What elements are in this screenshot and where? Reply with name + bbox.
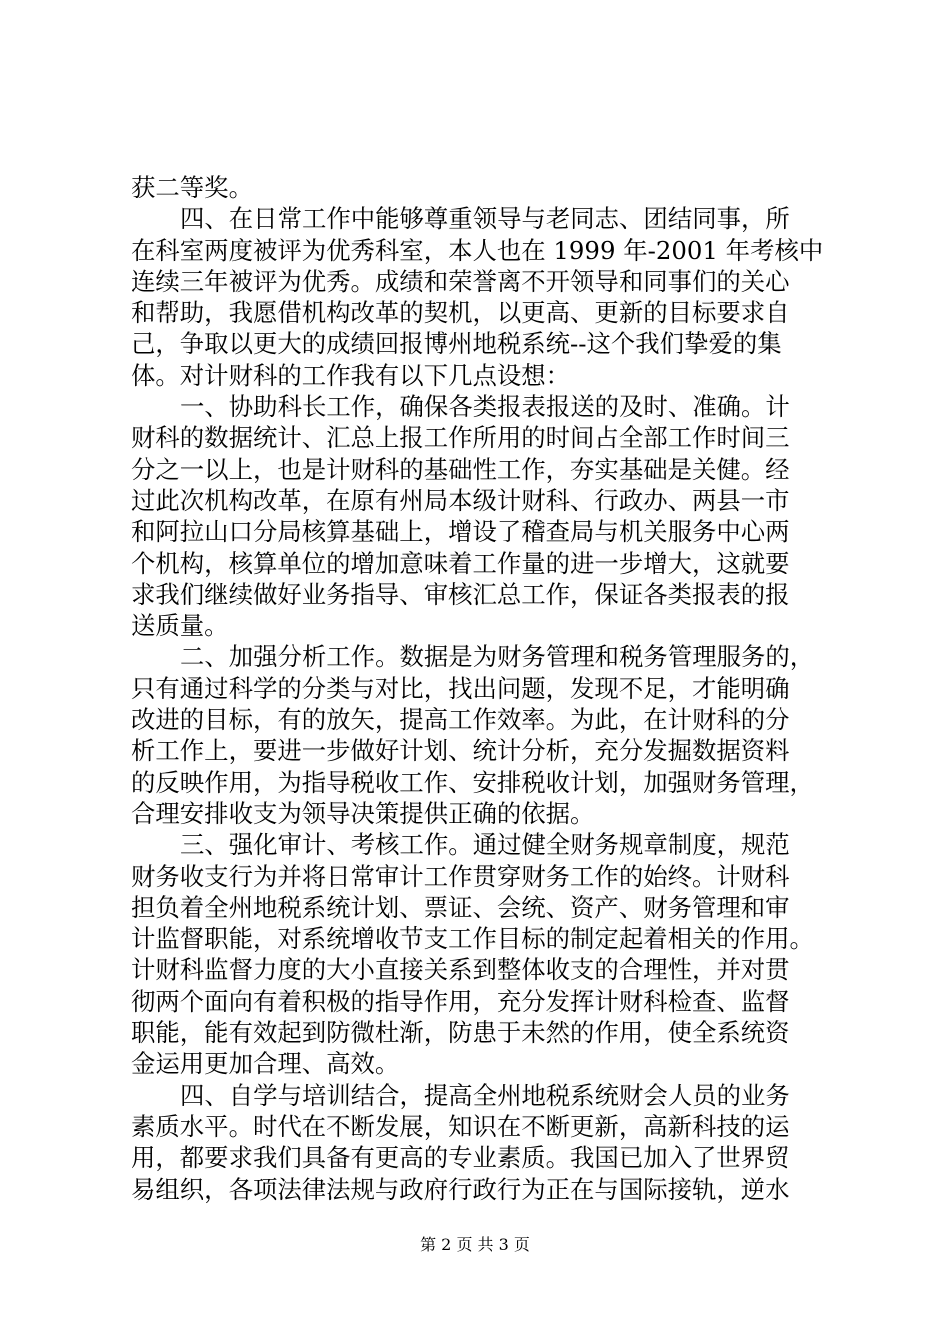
text-line: 财科的数据统计、汇总上报工作所用的时间占全部工作时间三	[131, 423, 790, 453]
text-line: 用，都要求我们具备有更高的专业素质。我国已加入了世界贸	[131, 1143, 790, 1173]
text-line: 和帮助，我愿借机构改革的契机，以更高、更新的目标要求自	[131, 298, 790, 328]
text-line: 职能，能有效起到防微杜渐，防患于未然的作用，使全系统资	[131, 1018, 790, 1048]
text-line: 合理安排收支为领导决策提供正确的依据。	[131, 798, 595, 828]
text-line: 计监督职能，对系统增收节支工作目标的制定起着相关的作用。	[131, 924, 814, 954]
text-line: 析工作上，要进一步做好计划、统计分析，充分发掘数据资料	[131, 736, 790, 766]
document-body	[131, 172, 831, 1205]
text-line: 个机构，核算单位的增加意味着工作量的进一步增大，这就要	[131, 548, 790, 578]
text-line: 和阿拉山口分局核算基础上，增设了稽查局与机关服务中心两	[131, 517, 790, 547]
text-line: 财务收支行为并将日常审计工作贯穿财务工作的始终。计财科	[131, 861, 790, 891]
paragraph-first-line: 一、协助科长工作，确保各类报表报送的及时、准确。计	[180, 392, 790, 422]
text-line: 连续三年被评为优秀。成绩和荣誉离不开领导和同事们的关心	[131, 266, 790, 296]
text-line: 只有通过科学的分类与对比，找出问题，发现不足，才能明确	[131, 673, 790, 703]
text-line: 在科室两度被评为优秀科室，本人也在 1999 年-2001 年考核中	[131, 235, 824, 265]
text-line: 金运用更加合理、高效。	[131, 1049, 400, 1079]
text-line: 改进的目标，有的放矢，提高工作效率。为此，在计财科的分	[131, 705, 790, 735]
paragraph-first-line: 四、在日常工作中能够尊重领导与老同志、团结同事，所	[180, 204, 790, 234]
text-line: 己，争取以更大的成绩回报博州地税系统--这个我们挚爱的集	[131, 329, 782, 359]
text-line: 获二等奖。	[131, 173, 253, 202]
page-footer: 第 2 页 共 3 页	[420, 1235, 530, 1254]
paragraph-first-line: 四、自学与培训结合，提高全州地税系统财会人员的业务	[180, 1080, 790, 1110]
text-line: 担负着全州地税系统计划、票证、会统、资产、财务管理和审	[131, 892, 790, 922]
text-line: 求我们继续做好业务指导、审核汇总工作，保证各类报表的报	[131, 579, 790, 609]
text-line: 易组织，各项法律法规与政府行政行为正在与国际接轨，逆水	[131, 1174, 790, 1204]
text-line: 素质水平。时代在不断发展，知识在不断更新，高新科技的运	[131, 1111, 790, 1141]
paragraph-first-line: 二、加强分析工作。数据是为财务管理和税务管理服务的，	[180, 642, 815, 672]
text-line: 的反映作用，为指导税收工作、安排税收计划，加强财务管理，	[131, 767, 814, 797]
text-line: 过此次机构改革，在原有州局本级计财科、行政办、两县一市	[131, 485, 790, 515]
text-line: 计财科监督力度的大小直接关系到整体收支的合理性，并对贯	[131, 955, 790, 985]
text-line: 彻两个面向有着积极的指导作用，充分发挥计财科检查、监督	[131, 986, 790, 1016]
text-line: 送质量。	[131, 611, 229, 641]
text-line: 体。对计财科的工作我有以下几点设想：	[131, 360, 571, 390]
text-line: 分之一以上，也是计财科的基础性工作，夯实基础是关健。经	[131, 454, 790, 484]
paragraph-first-line: 三、强化审计、考核工作。通过健全财务规章制度，规范	[180, 830, 790, 860]
